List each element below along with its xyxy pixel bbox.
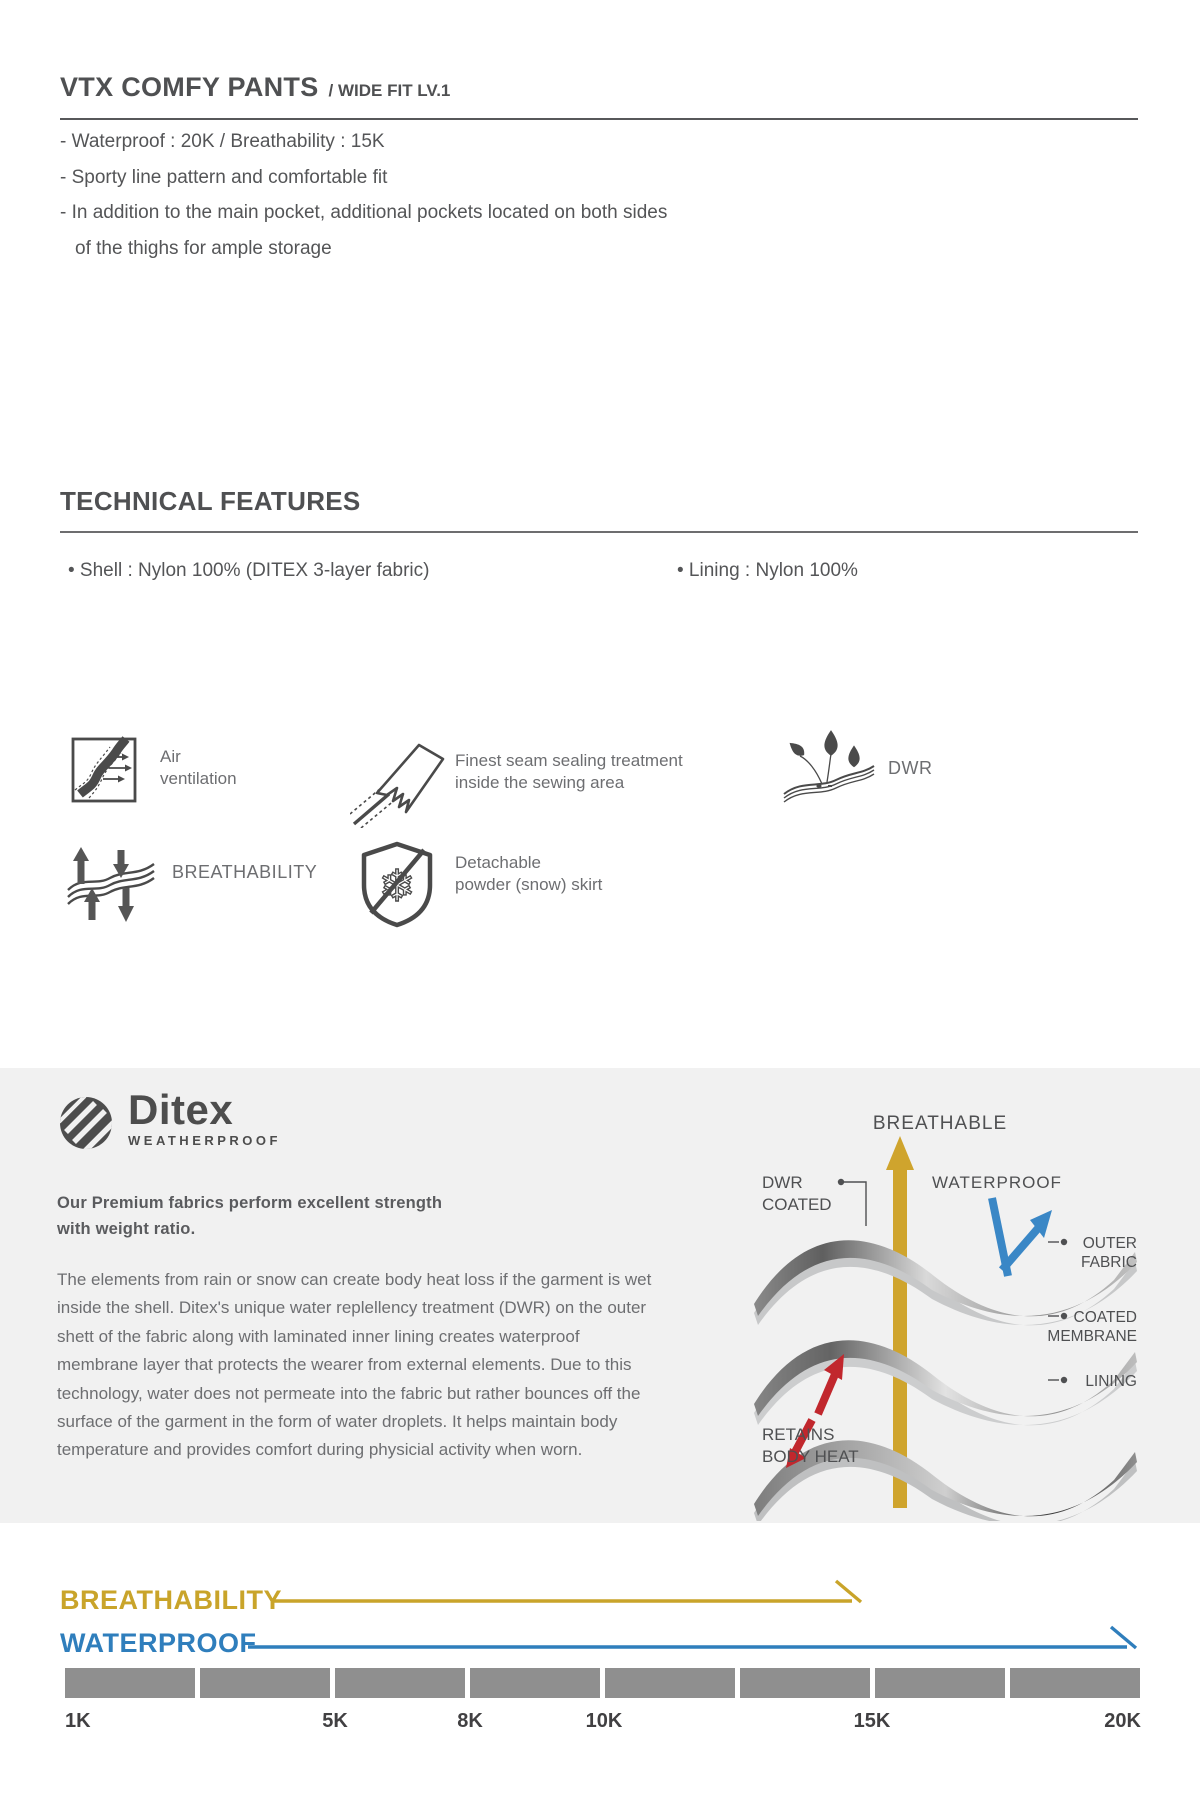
page-subtitle: / WIDE FIT LV.1 xyxy=(328,81,451,100)
brand-tagline: WEATHERPROOF xyxy=(128,1133,281,1148)
svg-text:FABRIC: FABRIC xyxy=(1081,1254,1137,1271)
breathability-icon xyxy=(64,842,158,924)
no-snow-shield-icon xyxy=(357,840,437,930)
title-block xyxy=(60,72,1138,120)
bullet-line: - In addition to the main pocket, additional pockets located on both sides xyxy=(60,202,668,223)
breathable-arrow-icon xyxy=(886,1136,914,1170)
scale-segment xyxy=(1010,1668,1140,1698)
scale-segment xyxy=(875,1668,1005,1698)
seam-sealing-icon xyxy=(350,732,446,828)
svg-text:BODY HEAT: BODY HEAT xyxy=(762,1447,859,1466)
feature-label-breathability: BREATHABILITY xyxy=(172,862,318,882)
scale-segment xyxy=(335,1668,465,1698)
fabric-layers-diagram xyxy=(640,1076,1160,1521)
page-title: VTX COMFY PANTS xyxy=(60,72,319,102)
svg-text:MEMBRANE: MEMBRANE xyxy=(1047,1328,1137,1345)
coated-membrane-layer xyxy=(754,1340,1137,1425)
scale-segment xyxy=(65,1668,195,1698)
scale-tick-5k: 5K xyxy=(322,1710,348,1732)
svg-text:COATED: COATED xyxy=(762,1195,832,1214)
feature-label-snow-skirt: Detachable powder (snow) skirt xyxy=(455,853,603,894)
diagram-breathable-label: BREATHABLE xyxy=(872,1113,1008,1134)
scale-tick-8k: 8K xyxy=(457,1710,483,1732)
ditex-logo-text xyxy=(128,1086,281,1148)
ditex-intro: Our Premium fabrics perform excellent strength with weight ratio. xyxy=(57,1194,443,1238)
technical-features-heading: TECHNICAL FEATURES xyxy=(60,486,1138,533)
ditex-logo-icon xyxy=(57,1094,117,1154)
feature-label-dwr: DWR xyxy=(888,758,933,778)
scale-tick-1k: 1K xyxy=(65,1710,91,1732)
waterproof-arrow-icon xyxy=(992,1198,1052,1276)
feature-label-seam-sealing: Finest seam sealing treatment inside the sewing area xyxy=(455,751,683,792)
brand-name: Ditex xyxy=(128,1086,234,1133)
bullet-line-continuation: of the thighs for ample storage xyxy=(75,237,332,259)
rating-arrows xyxy=(0,1570,1200,1670)
bullet-line: - Waterproof : 20K / Breathability : 15K xyxy=(60,131,385,152)
diagram-dwr-coated-label: DWR xyxy=(762,1173,803,1192)
material-shell: • Shell : Nylon 100% (DITEX 3-layer fabric) xyxy=(68,560,430,581)
ditex-section xyxy=(0,1068,1200,1523)
diagram-retains-label: RETAINS xyxy=(762,1425,835,1444)
scale-tick-10k: 10K xyxy=(585,1710,623,1732)
bullet-line: - Sporty line pattern and comfortable fit xyxy=(60,166,388,188)
scale-tick-15k: 15K xyxy=(853,1710,891,1732)
rating-scale-bar xyxy=(65,1668,1140,1698)
air-ventilation-icon xyxy=(70,736,138,804)
diagram-waterproof-label: WATERPROOF xyxy=(932,1173,1062,1192)
diagram-coated-membrane-label: COATED xyxy=(1073,1309,1137,1326)
diagram-outer-fabric-label: OUTER xyxy=(1082,1235,1137,1252)
material-lining: • Lining : Nylon 100% xyxy=(677,560,858,581)
scale-segment xyxy=(470,1668,600,1698)
breathability-rating-label: BREATHABILITY xyxy=(60,1585,282,1615)
waterproof-rating-label: WATERPROOF xyxy=(60,1628,257,1658)
scale-segment xyxy=(200,1668,330,1698)
ditex-paragraph: The elements from rain or snow can create body heat loss if the garment is wet inside the shell. Ditex's unique water replellency treatment (DWR) on the outer shett of the fabric along with laminated inner lining creates waterproof membrane layer that protects the wearer from external elements. Due to this technology, water does not permeate into the fabric but rather bounces off the surface of the garment in the form of water droplets. It helps maintain body temperature and provides comfort during physicial activity when worn. xyxy=(57,1270,652,1460)
snowflake-glyph: ❄ xyxy=(378,862,416,911)
diagram-lining-label: LINING xyxy=(1085,1373,1137,1390)
product-bullets xyxy=(60,124,1140,266)
scale-tick-20k: 20K xyxy=(1104,1710,1141,1732)
feature-label-air-ventilation: Air ventilation xyxy=(160,747,237,788)
scale-segment xyxy=(740,1668,870,1698)
scale-segment xyxy=(605,1668,735,1698)
dwr-droplets-icon xyxy=(778,728,880,810)
